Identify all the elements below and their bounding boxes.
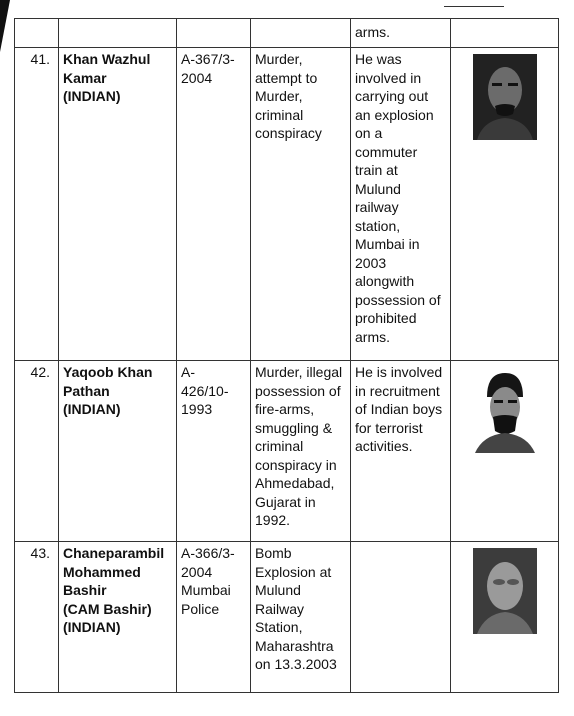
name-line: (INDIAN) [63,88,121,104]
serial-cell [15,19,59,48]
offence-line: Maharashtra [255,637,334,654]
person-name [59,542,177,693]
remarks-line: an explosion [355,106,434,123]
case-number [177,542,251,693]
remarks-line: alongwith [355,273,415,289]
offence-line: conspiracy [255,125,322,141]
offence-text [251,48,351,361]
remarks-text [351,542,451,693]
remarks-line: in recruitment [355,382,440,399]
offence-line: criminal [255,106,304,123]
offence-text [251,361,351,542]
photo-cell [451,542,559,693]
offence-line: smuggling & [255,419,333,436]
offence-line: conspiracy in [255,456,337,473]
table-row-continuation [15,19,559,48]
name-line: (INDIAN) [63,619,121,635]
offence-cell [251,19,351,48]
photo-cell [451,48,559,361]
name-line: Bashir [63,582,107,598]
mugshot-photo [473,54,537,140]
table-row-entry-41 [15,48,559,361]
serial-number: 42. [15,361,59,542]
remarks-line: of Indian boys [355,401,443,417]
case-line: Mumbai [181,582,231,598]
offence-line: criminal [255,438,304,454]
photo-cell [451,361,559,542]
remarks-line: possession of [355,291,441,308]
photo-cell [451,19,559,48]
offence-line: possession of [255,382,341,399]
case-number [177,48,251,361]
case-line: A-366/3- [181,545,235,561]
offence-line: attempt to [255,69,318,86]
top-rule-line [444,6,504,7]
remarks-line: arms. [355,328,390,345]
remarks-line: involved in [355,69,422,86]
case-line: 2004 [181,69,213,86]
remarks-line: train at [355,162,398,178]
remarks-line: Mulund [355,180,401,197]
offence-line: on 13.3.2003 [255,656,337,672]
name-line: Kamar [63,69,107,86]
remarks-text [351,361,451,542]
name-cell [59,19,177,48]
remarks-line: He is involved [355,364,443,380]
name-line: Khan Wazhul [63,51,151,67]
remarks-line: Mumbai in [355,236,420,252]
case-line: 2004 [181,563,213,580]
offence-text [251,542,351,693]
remarks-line: activities. [355,438,413,454]
name-line: Chaneparambil [63,545,165,561]
name-line: (INDIAN) [63,401,121,417]
name-line: Yaqoob Khan [63,364,153,380]
remarks-line: railway [355,199,399,215]
name-line: (CAM Bashir) [63,600,152,617]
table-row-entry-42 [15,361,559,542]
offence-line: Mulund [255,582,301,598]
offence-line: Murder, illegal [255,364,343,380]
offence-line: Station, [255,619,303,635]
remarks-line: for terrorist [355,419,423,436]
remarks-line: commuter [355,143,418,160]
remarks-line: carrying out [355,88,429,104]
person-name [59,361,177,542]
offence-line: Murder, [255,88,303,104]
case-number [177,361,251,542]
case-line: 426/10- [181,382,229,399]
name-line: Pathan [63,382,110,399]
remarks-text: arms. [355,24,390,40]
wanted-persons-table [14,18,559,693]
remarks-cell [351,19,451,48]
case-line: A- [181,364,195,380]
offence-line: Gujarat in [255,493,316,510]
remarks-line: station, [355,217,401,234]
table-row-entry-43 [15,542,559,693]
offence-line: Railway [255,600,305,617]
scan-corner-mark [0,0,10,52]
offence-line: Explosion at [255,563,332,580]
person-name [59,48,177,361]
offence-line: Murder, [255,51,303,67]
remarks-text [351,48,451,361]
case-line: Police [181,600,220,617]
remarks-line: He was [355,51,402,67]
offence-line: fire-arms, [255,401,315,417]
offence-line: 1992. [255,512,291,528]
case-cell [177,19,251,48]
offence-line: Bomb [255,545,292,561]
case-line: 1993 [181,401,213,417]
case-line: A-367/3- [181,51,235,67]
remarks-line: 2003 [355,254,387,271]
mugshot-photo [473,548,537,634]
serial-number: 41. [15,48,59,361]
serial-number: 43. [15,542,59,693]
offence-line: Ahmedabad, [255,475,335,491]
mugshot-photo [473,367,537,453]
remarks-line: on a [355,125,383,141]
name-line: Mohammed [63,563,141,580]
remarks-line: prohibited [355,310,417,326]
